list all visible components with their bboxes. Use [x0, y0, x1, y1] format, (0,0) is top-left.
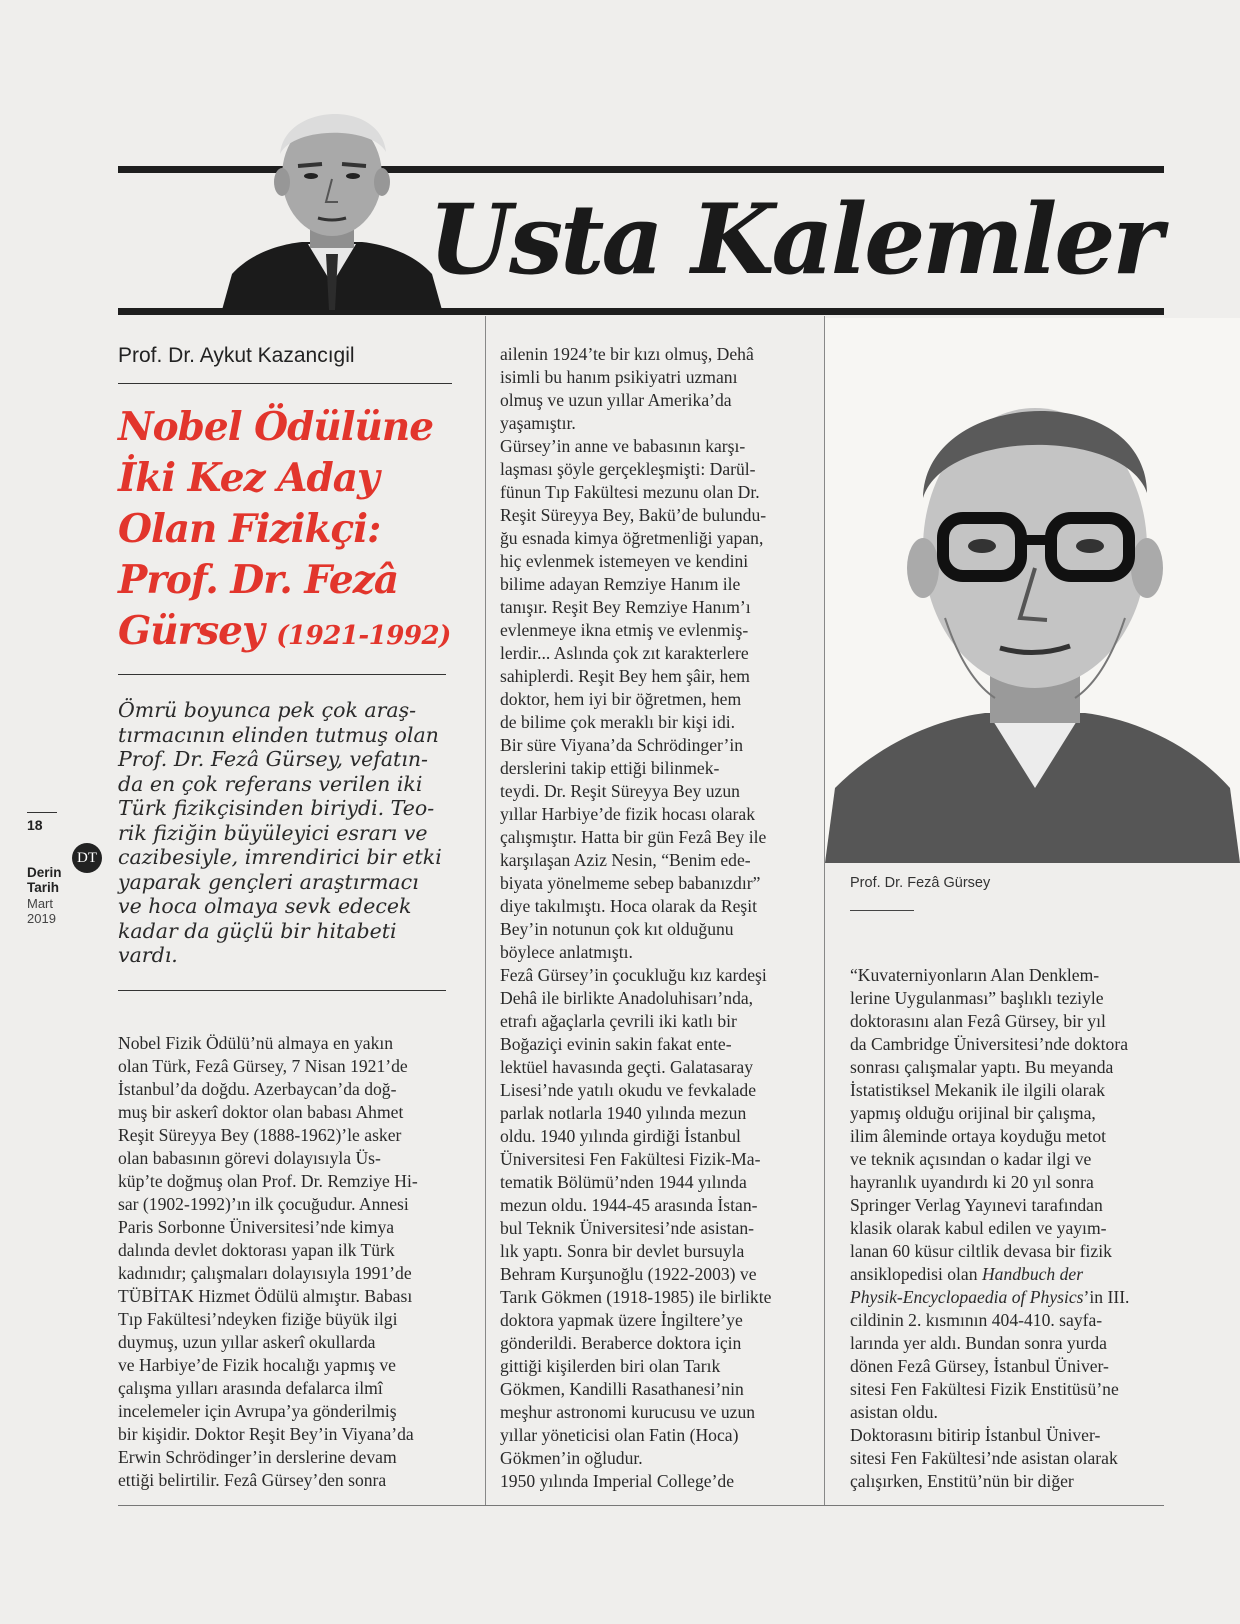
issue-month: Mart [27, 896, 53, 911]
section-title: Usta Kalemler [428, 183, 1160, 296]
headline-line: Nobel Ödülüne [118, 404, 434, 450]
page-number-rule [27, 812, 57, 813]
headline-line: Gürsey [118, 608, 264, 654]
issue-year: 2019 [27, 911, 56, 926]
magazine-name [27, 865, 62, 895]
article-headline [118, 402, 458, 662]
headline-line: İki Kez Aday [118, 455, 379, 501]
author-name: Prof. Dr. Aykut Kazancıgil [118, 344, 355, 367]
lead-top-rule [118, 674, 446, 675]
headline-years: (1921-1992) [276, 621, 451, 651]
headline-line: Prof. Dr. Fezâ [118, 557, 399, 603]
image-caption: Prof. Dr. Fezâ Gürsey [850, 875, 991, 891]
column-divider [485, 316, 486, 1506]
magazine-name-line: Derin [27, 865, 62, 880]
headline-line: Olan Fizikçi: [118, 506, 381, 552]
lead-bottom-rule [118, 990, 446, 991]
column3-text: “Kuvaterniyonların Alan Denklem- lerine Uygulanması” başlıklı teziyle doktorasını alan Fezâ Gürsey, bir yıl da Cambridge Üniversitesi’nde doktora sonrası çalışmalar yaptı. Bu meyanda İstatistiksel Mekanik ile ilgili olarak yapmış olduğu orijinal bir çalışma, ilim âleminde ortaya koyduğu metot ve teknik açısından o kadar ilgi ve hayranlık uyandırdı ki 20 yıl sonra Springer Verlag Yayınevi tarafından klasik olarak kabul edilen ve yayım- lanan 60 küsur ciltlik devasa bir fizik ansiklopedisi olan [850, 965, 1129, 1284]
author-portrait-photo [222, 84, 442, 310]
page-number: 18 [27, 817, 43, 833]
body-column-1: Nobel Fizik Ödülü’nü almaya en yakın olan Türk, Fezâ Gürsey, 7 Nisan 1921’de İstanbul’da doğdu. Azerbaycan’da doğ- muş bir askerî doktor olan babası Ahmet Reşit Süreyya Bey (1888-1962)’le asker olan babasının görevi dolayısıyla Üs- küp’te doğmuş olan Prof. Dr. Remziye Hi- sar (1902-1992)’ın ilk çocuğudur. Annesi Paris Sorbonne Üniversitesi’nde kimya dalında devlet doktorası yapan ilk Türk kadınıdır; çalışmaları dolayısıyla 1991’de TÜBİTAK Hizmet Ödülü almıştır. Babası Tıp Fakültesi’ndeyken fiziğe büyük ilgi duymuş, uzun yıllar askerî okullarda ve Harbiye’de Fizik hocalığı yapmış ve çalışma yılları arasında defalarca ilmî incelemeler için Avrupa’ya gönderilmiş bir kişidir. Doktor Reşit Bey’in Viyana’da Erwin Schrödinger’in derslerine devam ettiği belirtilir. Fezâ Gürsey’den sonra [118, 1033, 418, 1490]
article-lead: Ömrü boyunca pek çok araş- tırmacının elinden tutmuş olan Prof. Dr. Fezâ Gürsey, vefatın- da en çok referans verilen iki Türk fizikçisinden biriydi. Teo- rik fiziğin büyüleyici esrarı ve cazibesiyle, imrendirici bir etki yaparak gençleri araştırmacı ve hoca olmaya sevk edecek kadar da güçlü bir hitabeti vardı. [118, 698, 442, 967]
caption-rule [850, 910, 914, 911]
footer-rule [118, 1505, 1164, 1506]
body-column-2: ailenin 1924’te bir kızı olmuş, Dehâ isimli bu hanım psikiyatri uzmanı olmuş ve uzun yıllar Amerika’da yaşamıştır. Gürsey’in anne ve babasının karşı- laşması şöyle gerçekleşmişti: Darül- fünun Tıp Fakültesi mezunu olan Dr. Reşit Süreyya Bey, Bakü’de bulundu- ğu esnada kimya öğretmenliği yapan, hiç evlenmek istemeyen ve kendini bilime adayan Remziye Hanım ile tanışır. Reşit Bey Remziye Hanım’ı evlenmeye ikna etmiş ve evlenmiş- lerdir... Aslında çok zıt karakterlere sahiplerdi. Reşit Bey hem şâir, hem doktor, hem iyi bir öğretmen, hem de bilime çok meraklı bir kişi idi. Bir süre Viyana’da Schrödinger’in derslerini takip ettiği bilinmek- teydi. Dr. Reşit Süreyya Bey uzun yıllar Harbiye’de fizik hocası olarak çalışmıştır. Hatta bir gün Fezâ Bey ile karşılaşan Aziz Nesin, “Benim ede- biyata yönelmeme sebep babanızdır” diye takılmıştı. Hoca olarak da Reşit Bey’in notunun çok kıt olduğunu böylece anlatmıştı. Fezâ Gürsey’in çocukluğu kız kardeşi Dehâ ile birlikte Anadoluhisarı’nda, etrafı ağaçlarla çevrili iki katlı bir Boğaziçi evinin sakin fakat ente- lektüel havasında geçti. Galatasaray Lisesi’nde yatılı okudu ve fevkalade parlak notlarla 1940 yılında mezun oldu. 1940 yılında girdiği İstanbul Üniversitesi Fen Fakültesi Fizik-Ma- tematik Bölümü’nden 1944 yılında mezun oldu. 1944-45 arasında İstan- bul Teknik Üniversitesi’nde asistan- lık yaptı. Sonra bir devlet bursuyla Behram Kurşunoğlu (1922-2003) ve Tarık Gökmen (1918-1985) ile birlikte doktora yapmak üzere İngiltere’ye gönderildi. Beraberce doktora için gittiği kişilerden biri olan Tarık Gökmen, Kandilli Rasathanesi’nin meşhur astronomi kurucusu ve uzun yıllar yöneticisi olan Fatin (Hoca) Gökmen’in oğludur. 1950 yılında Imperial College’de [500, 344, 772, 1491]
gursey-portrait-drawing [825, 318, 1240, 863]
body-column-3 [850, 964, 1170, 1493]
author-rule [118, 383, 452, 384]
issue-date [27, 896, 56, 926]
magazine-name-line: Tarih [27, 880, 60, 895]
magazine-logo-icon: DT [72, 843, 102, 873]
book-title: Handbuch der Physik-Encyclopaedia of Physics [850, 1264, 1084, 1307]
column3-text: ’in III. cildinin 2. kısmının 404-410. sayfa- larında yer aldı. Bundan sonra yurda dönen Fezâ Gürsey, İstanbul Üniver- sitesi Fen Fakültesi Fizik Enstitüsü’ne asistan oldu. Doktorasını bitirip İstanbul Üniver- sitesi Fen Fakültesi’nde asistan olarak çalışırken, Enstitü’nün bir diğer [850, 1287, 1130, 1491]
